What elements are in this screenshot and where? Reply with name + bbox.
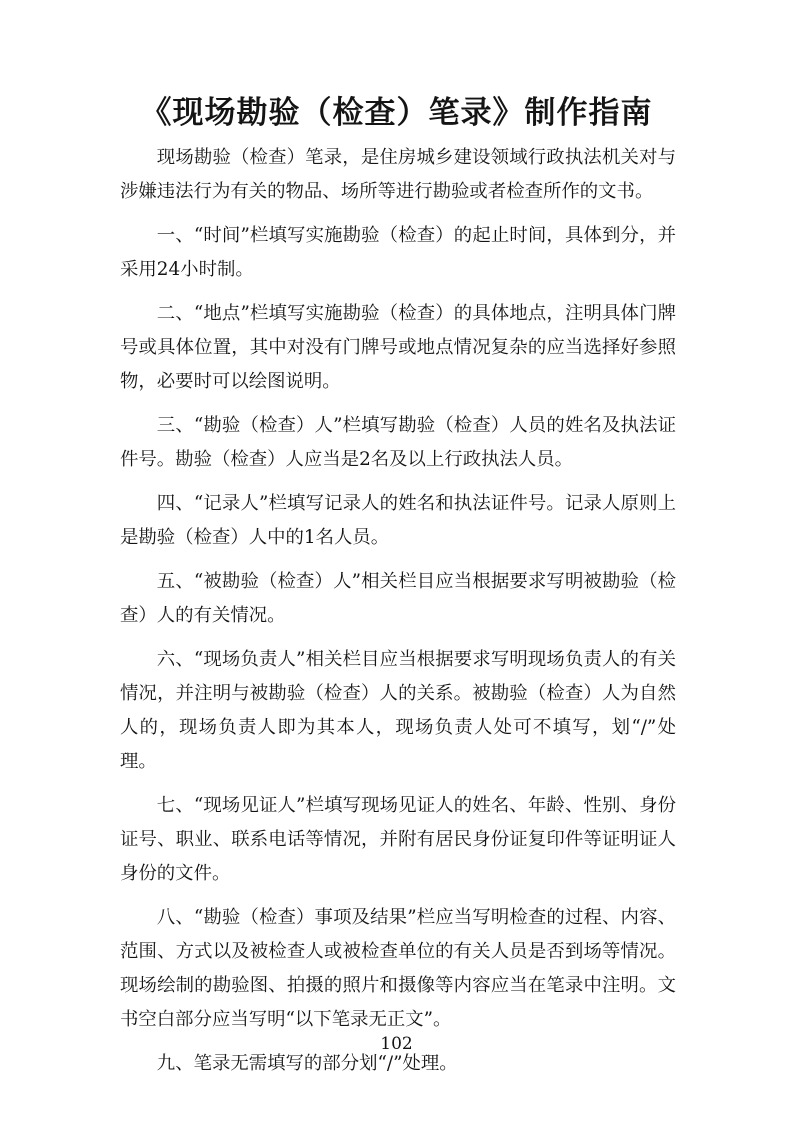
paragraph-location: 二、“地点”栏填写实施勘验（检查）的具体地点，注明具体门牌号或具体位置，其中对没有门牌号或地点情况复杂的应当选择好参照物，必要时可以绘图说明。 [120, 303, 676, 392]
paragraph-blank-fields: 九、笔录无需填写的部分划“/”处理。 [156, 1053, 458, 1074]
page-number: 102 [380, 1034, 413, 1054]
paragraph-inspector: 三、“勘验（检查）人”栏填写勘验（检查）人员的姓名及执法证件号。勘验（检查）人应当是2名及以上行政执法人员。 [120, 415, 676, 470]
paragraph-inspected-party: 五、“被勘验（检查）人”相关栏目应当根据要求写明被勘验（检查）人的有关情况。 [120, 571, 676, 626]
paragraph-intro: 现场勘验（检查）笔录，是住房城乡建设领域行政执法机关对与涉嫌违法行为有关的物品、场所等进行勘验或者检查所作的文书。 [120, 147, 676, 202]
paragraph-items-results: 八、“勘验（检查）事项及结果”栏应当写明检查的过程、内容、范围、方式以及被检查人或被检查单位的有关人员是否到场等情况。现场绘制的勘验图、拍摄的照片和摄像等内容应当在笔录中注明。文书空白部分应当写明“以下笔录无正文”。 [120, 907, 676, 1030]
paragraph-recorder: 四、“记录人”栏填写记录人的姓名和执法证件号。记录人原则上是勘验（检查）人中的1名人员。 [120, 493, 676, 548]
document-body [120, 141, 676, 1091]
paragraph-time: 一、“时间”栏填写实施勘验（检查）的起止时间，具体到分，并采用24小时制。 [120, 225, 676, 280]
paragraph-witness: 七、“现场见证人”栏填写现场见证人的姓名、年龄、性别、身份证号、职业、联系电话等情况，并附有居民身份证复印件等证明证人身份的文件。 [120, 795, 676, 884]
document-title: 《现场勘验（检查）笔录》制作指南 [140, 95, 653, 131]
paragraph-site-manager: 六、“现场负责人”相关栏目应当根据要求写明现场负责人的有关情况，并注明与被勘验（检查）人的关系。被勘验（检查）人为自然人的，现场负责人即为其本人，现场负责人处可不填写，划“/”处理。 [120, 649, 676, 772]
